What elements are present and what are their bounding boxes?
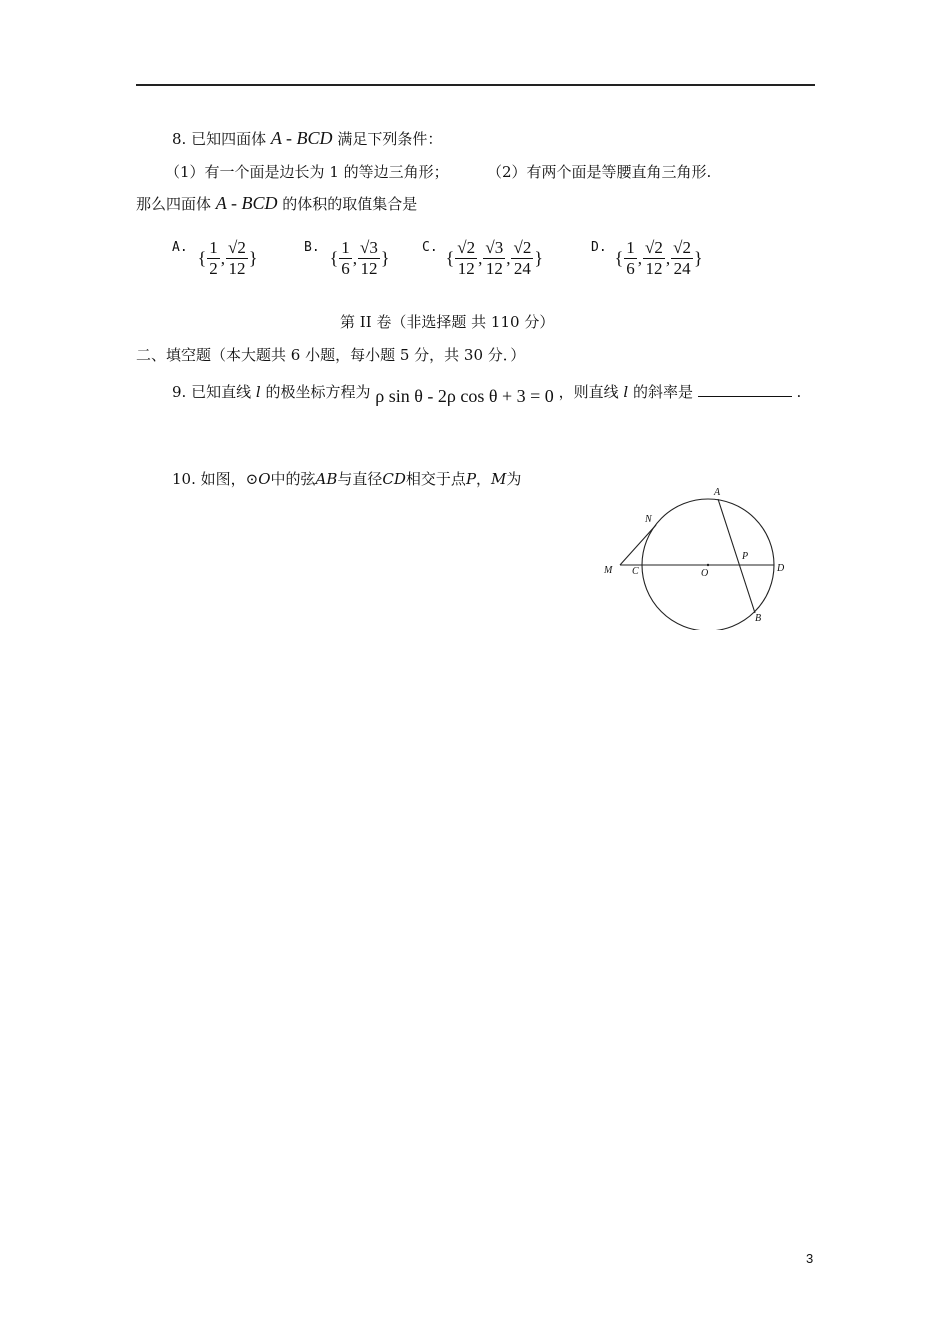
fraction: $\frac{1}{2}$ <box>209 238 218 278</box>
close-brace: } <box>534 248 543 268</box>
segment-mn <box>620 525 656 565</box>
open-brace: { <box>614 248 624 268</box>
fraction: $\frac{√3}{12}$ <box>485 238 504 278</box>
q8-question-tail: 的体积的取值集合是 <box>282 195 418 213</box>
q8-stem-text: 8. 已知四面体 <box>172 130 267 148</box>
q8-condition-2: （2）有两个面是等腰直角三角形. <box>487 163 712 181</box>
q8-question-text: 那么四面体 <box>136 195 212 213</box>
label-m: M <box>604 565 613 576</box>
fraction: $\frac{√2}{12}$ <box>228 238 246 278</box>
option-label: D. <box>591 240 607 255</box>
q9-text: 9. 已知直线 l 的极坐标方程为 ρ sin θ - 2ρ cos θ + 3 = 0 ，则直线 l 的斜率是 . <box>172 383 802 406</box>
label-n: N <box>645 514 652 525</box>
fraction: $\frac{√2}{24}$ <box>513 238 532 278</box>
label-b: B <box>755 613 762 624</box>
part2-title: 第 II 卷（非选择题 共 110 分） <box>340 313 555 331</box>
option-label: B. <box>304 240 320 255</box>
section2-heading: 二、填空题（本大题共 6 小题，每小题 5 分，共 30 分．） <box>136 346 526 364</box>
fraction: $\frac{1}{6}$ <box>341 238 350 278</box>
header-rule <box>136 84 815 86</box>
option-label: A. <box>172 240 188 255</box>
q8-condition-1: （1）有一个面是边长为 1 的等边三角形； <box>165 163 449 181</box>
close-brace: } <box>693 248 703 268</box>
page-number: 3 <box>806 1251 814 1266</box>
q8-option-a[interactable]: A. { $\frac{1}{2}$ , $\frac{√2}{12}$ } <box>172 238 258 278</box>
close-brace: } <box>380 248 390 268</box>
q8-option-c[interactable]: C. { $\frac{√2}{12}$ , $\frac{√3}{12}$ , $\frac{√2}{24}$ } <box>422 238 543 278</box>
label-o: O <box>701 568 709 579</box>
var-l-2: l <box>623 383 629 401</box>
fraction: $\frac{√2}{12}$ <box>457 238 476 278</box>
fraction: $\frac{√3}{12}$ <box>360 238 378 278</box>
center-point <box>707 564 709 566</box>
open-brace: { <box>445 248 455 268</box>
open-brace: { <box>197 248 207 268</box>
label-c: C <box>632 566 639 577</box>
label-p: P <box>742 551 749 562</box>
label-a: A <box>714 487 721 498</box>
fraction: $\frac{√2}{24}$ <box>673 238 691 278</box>
option-label: C. <box>422 240 438 255</box>
q8-option-b[interactable]: B. { $\frac{1}{6}$ , $\frac{√3}{12}$ } <box>304 238 390 278</box>
var-l: l <box>255 383 261 401</box>
fraction: $\frac{√2}{12}$ <box>645 238 663 278</box>
answer-blank[interactable] <box>698 382 792 397</box>
chord-ab <box>718 499 755 613</box>
q8-tetrahedron-2: A - BCD <box>215 193 278 213</box>
polar-equation: ρ sin θ - 2ρ cos θ + 3 = 0 <box>375 386 554 406</box>
fraction: $\frac{1}{6}$ <box>626 238 635 278</box>
q8-stem <box>172 128 442 149</box>
q8-stem-tail: 满足下列条件： <box>337 130 443 148</box>
label-d: D <box>777 563 785 574</box>
q8-question <box>136 193 417 214</box>
circle-diagram <box>596 480 806 630</box>
q8-option-d[interactable]: D. { $\frac{1}{6}$ , $\frac{√2}{12}$ , $\frac{√2}{24}$ } <box>591 238 703 278</box>
close-brace: } <box>248 248 258 268</box>
open-brace: { <box>329 248 339 268</box>
q10-text: 10. 如图，⊙O中的弦AB与直径CD相交于点P，M为 <box>172 470 522 488</box>
q8-tetrahedron: A - BCD <box>270 128 333 148</box>
